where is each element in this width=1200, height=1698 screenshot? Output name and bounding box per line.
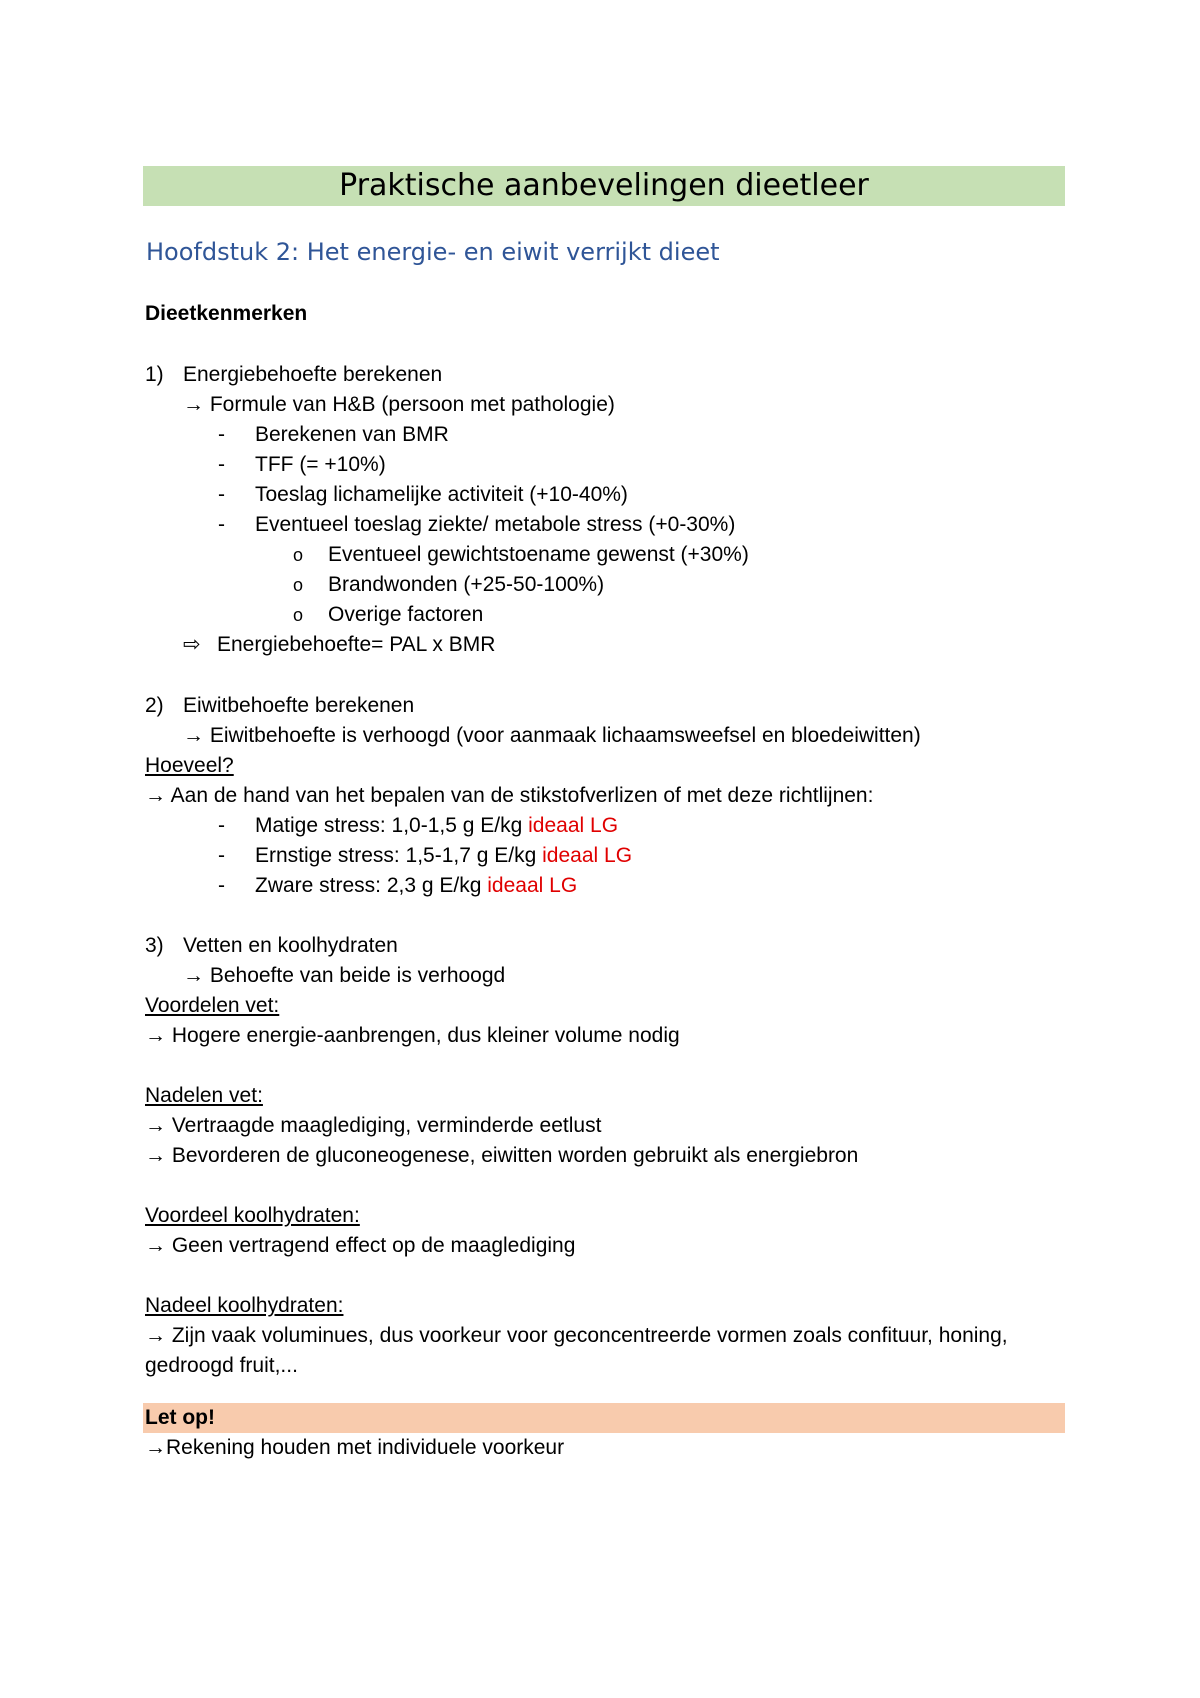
sub-bullet-text: Eventueel gewichtstoename gewenst (+30%)	[328, 543, 749, 566]
stress-value: Ernstige stress: 1,5-1,7 g E/kg	[255, 844, 537, 867]
subheading-nadeel-kh: Nadeel koolhydraten:	[145, 1294, 344, 1317]
continuation-line: gedroogd fruit,...	[145, 1354, 298, 1377]
list-item-3	[145, 932, 398, 960]
ideal-weight-note: ideaal LG	[487, 874, 578, 897]
dash-bullet: -	[218, 814, 225, 837]
section-heading: Dieetkenmerken	[145, 302, 308, 325]
list-item-heading: Vetten en koolhydraten	[183, 934, 398, 957]
arrow-line: → Behoefte van beide is verhoogd	[183, 964, 506, 987]
arrow-line: → Hogere energie-aanbrengen, dus kleiner volume nodig	[145, 1024, 680, 1047]
bullet-text: Berekenen van BMR	[255, 423, 449, 446]
list-number: 1)	[145, 363, 164, 386]
highlight-bar	[143, 1403, 1065, 1433]
outline-arrow-icon: ⇨	[183, 633, 201, 656]
list-item-heading: Eiwitbehoefte berekenen	[183, 694, 415, 717]
list-item-heading: Energiebehoefte berekenen	[183, 363, 443, 386]
bullet-text: Eventueel toeslag ziekte/ metabole stress (+0-30%)	[255, 513, 736, 536]
bullet-text: Toeslag lichamelijke activiteit (+10-40%)	[255, 483, 628, 506]
arrow-line: → Bevorderen de gluconeogenese, eiwitten worden gebruikt als energiebron	[145, 1144, 859, 1167]
bullet-text	[255, 872, 577, 900]
result-line	[183, 631, 495, 659]
list-item-1	[145, 361, 442, 389]
arrow-line: → Eiwitbehoefte is verhoogd (voor aanmaak lichaamsweefsel en bloedeiwitten)	[183, 724, 921, 747]
chapter-heading: Hoofdstuk 2: Het energie- en eiwit verrijkt dieet	[146, 238, 720, 266]
arrow-line: → Zijn vaak voluminues, dus voorkeur voor geconcentreerde vormen zoals confituur, honing,	[145, 1324, 1008, 1347]
ideal-weight-note: ideaal LG	[542, 844, 633, 867]
list-item-2	[145, 692, 414, 720]
document-title: Praktische aanbevelingen dieetleer	[143, 166, 1065, 206]
arrow-line: → Aan de hand van het bepalen van de stikstofverlizen of met deze richtlijnen:	[145, 784, 874, 807]
subheading-voordelen-vet: Voordelen vet:	[145, 994, 280, 1017]
stress-value: Matige stress: 1,0-1,5 g E/kg	[255, 814, 523, 837]
arrow-line: → Formule van H&B (persoon met pathologie)	[183, 393, 615, 416]
dash-bullet: -	[218, 423, 225, 446]
circle-bullet: o	[293, 605, 304, 625]
circle-bullet: o	[293, 545, 304, 565]
circle-bullet: o	[293, 575, 304, 595]
bullet-text	[255, 812, 618, 840]
sub-bullet-text: Brandwonden (+25-50-100%)	[328, 573, 605, 596]
arrow-line: → Geen vertragend effect op de maaglediging	[145, 1234, 576, 1257]
ideal-weight-note: ideaal LG	[528, 814, 619, 837]
dash-bullet: -	[218, 453, 225, 476]
list-number: 2)	[145, 694, 164, 717]
subheading-voordeel-kh: Voordeel koolhydraten:	[145, 1204, 360, 1227]
note-label: Let op!	[145, 1406, 215, 1429]
bullet-text: TFF (= +10%)	[255, 453, 386, 476]
dash-bullet: -	[218, 874, 225, 897]
list-number: 3)	[145, 934, 164, 957]
subheading-hoeveel: Hoeveel?	[145, 754, 234, 777]
arrow-line: → Vertraagde maaglediging, verminderde eetlust	[145, 1114, 602, 1137]
dash-bullet: -	[218, 483, 225, 506]
stress-value: Zware stress: 2,3 g E/kg	[255, 874, 482, 897]
sub-bullet-text: Overige factoren	[328, 603, 484, 626]
bullet-text	[255, 842, 632, 870]
note-text: →Rekening houden met individuele voorkeur	[145, 1436, 565, 1459]
subheading-nadelen-vet: Nadelen vet:	[145, 1084, 263, 1107]
result-text: Energiebehoefte= PAL x BMR	[217, 633, 496, 656]
dash-bullet: -	[218, 844, 225, 867]
dash-bullet: -	[218, 513, 225, 536]
